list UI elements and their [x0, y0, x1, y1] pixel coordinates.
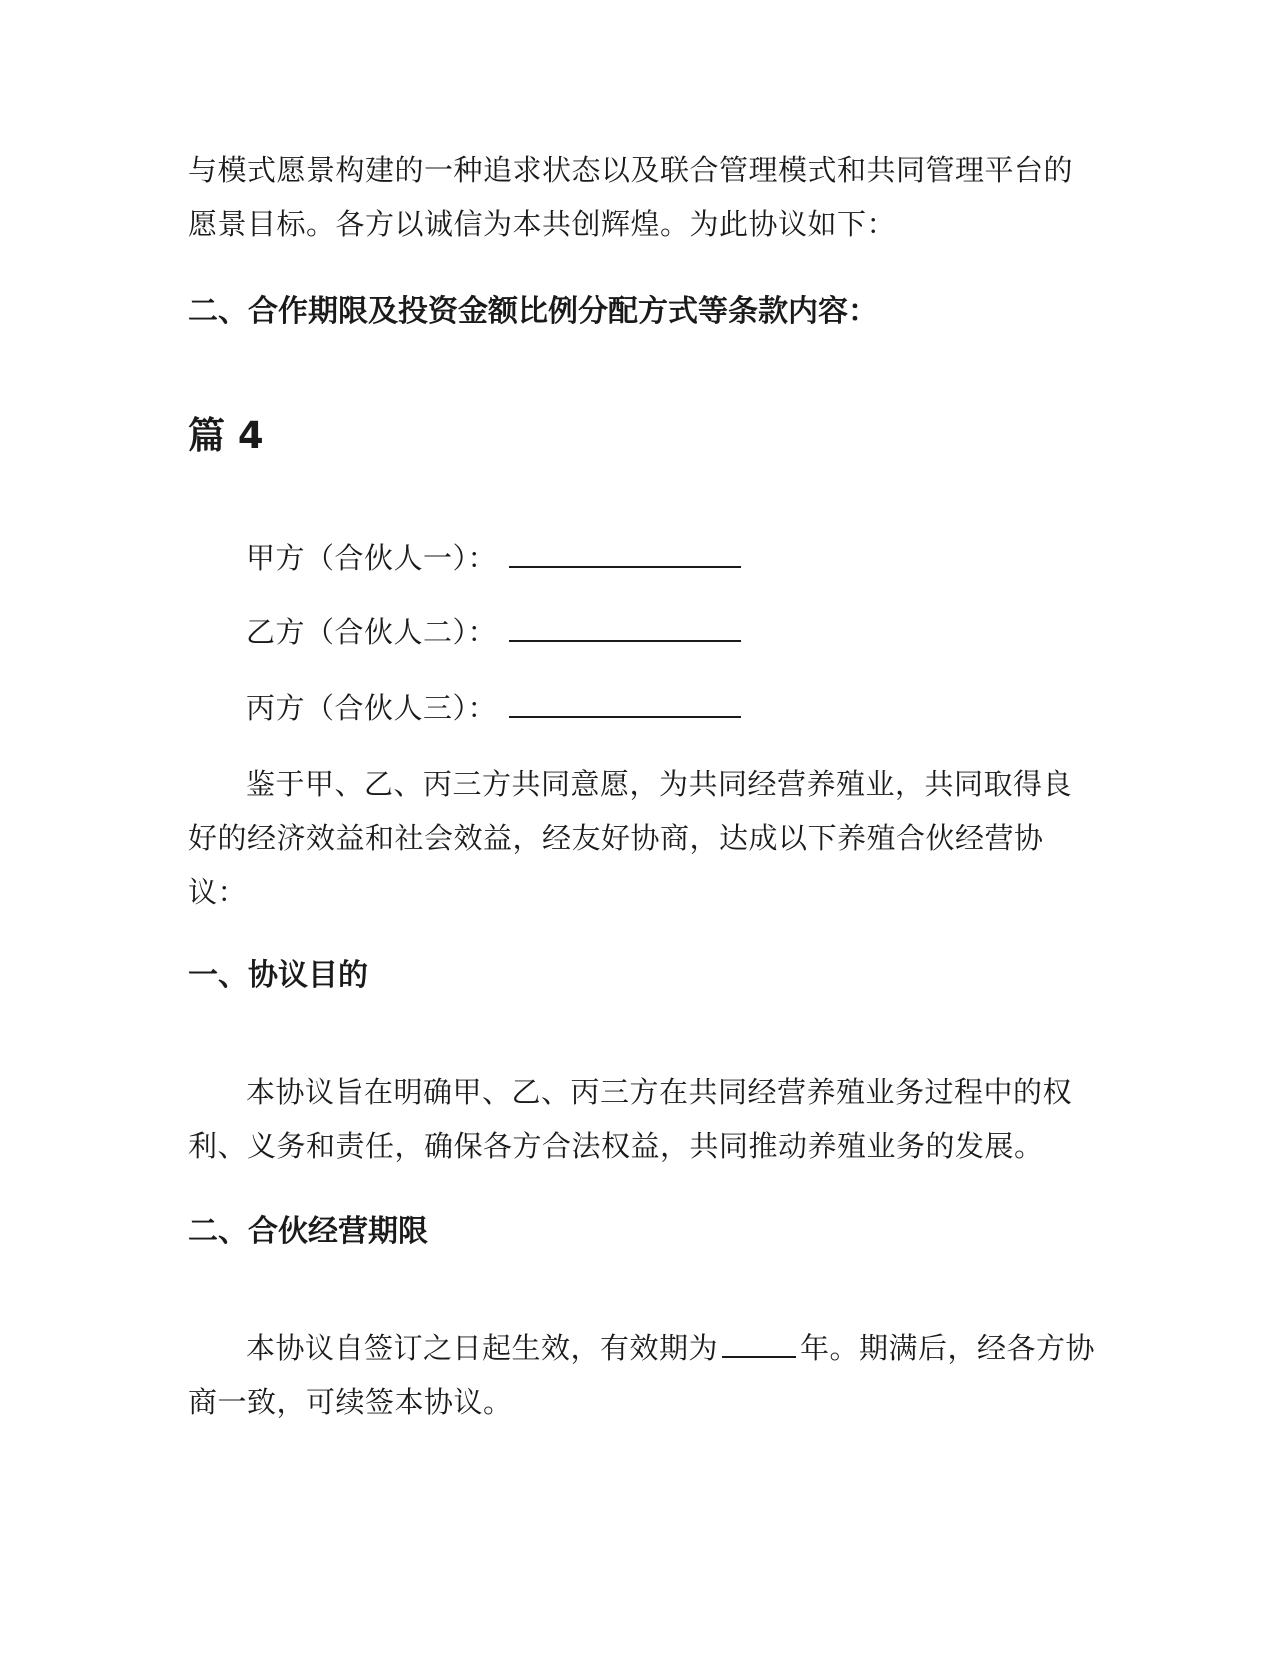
section2-text-before: 本协议自签订之日起生效，有效期为 — [246, 1331, 719, 1365]
section2-title: 二、合伙经营期限 — [188, 1214, 428, 1249]
intro-line-1: 与模式愿景构建的一种追求状态以及联合管理模式和共同管理平台的 — [188, 153, 1074, 187]
section2-text-after: 年。期满后，经各方协 — [800, 1331, 1096, 1365]
party-label-c: 丙方（合伙人三）： — [246, 691, 498, 725]
party-line-a — [246, 538, 741, 578]
section1-line-2: 利、义务和责任，确保各方合法权益，共同推动养殖业务的发展。 — [188, 1129, 1044, 1163]
party-b-blank[interactable] — [509, 612, 741, 642]
section1-line-1: 本协议旨在明确甲、乙、丙三方在共同经营养殖业务过程中的权 — [246, 1075, 1073, 1109]
chapter-title: 篇 4 — [188, 414, 264, 457]
section2-line-2: 商一致，可续签本协议。 — [188, 1385, 513, 1419]
heading-terms: 二、合作期限及投资金额比例分配方式等条款内容： — [188, 294, 878, 329]
section1-title: 一、协议目的 — [188, 958, 368, 993]
party-c-blank[interactable] — [509, 688, 741, 718]
intro-line-2: 愿景目标。各方以诚信为本共创辉煌。为此协议如下： — [188, 207, 897, 241]
preamble-line-1: 鉴于甲、乙、丙三方共同意愿，为共同经营养殖业，共同取得良 — [246, 767, 1073, 801]
party-label-b: 乙方（合伙人二）： — [246, 615, 498, 649]
party-line-b — [246, 612, 741, 652]
section2-line-1 — [246, 1328, 1095, 1368]
preamble-line-3: 议： — [188, 875, 248, 909]
preamble-line-2: 好的经济效益和社会效益，经友好协商，达成以下养殖合伙经营协 — [188, 821, 1044, 855]
party-line-c — [246, 688, 741, 728]
party-a-blank[interactable] — [509, 538, 741, 568]
party-label-a: 甲方（合伙人一）： — [246, 541, 498, 575]
term-years-blank[interactable] — [722, 1328, 796, 1358]
